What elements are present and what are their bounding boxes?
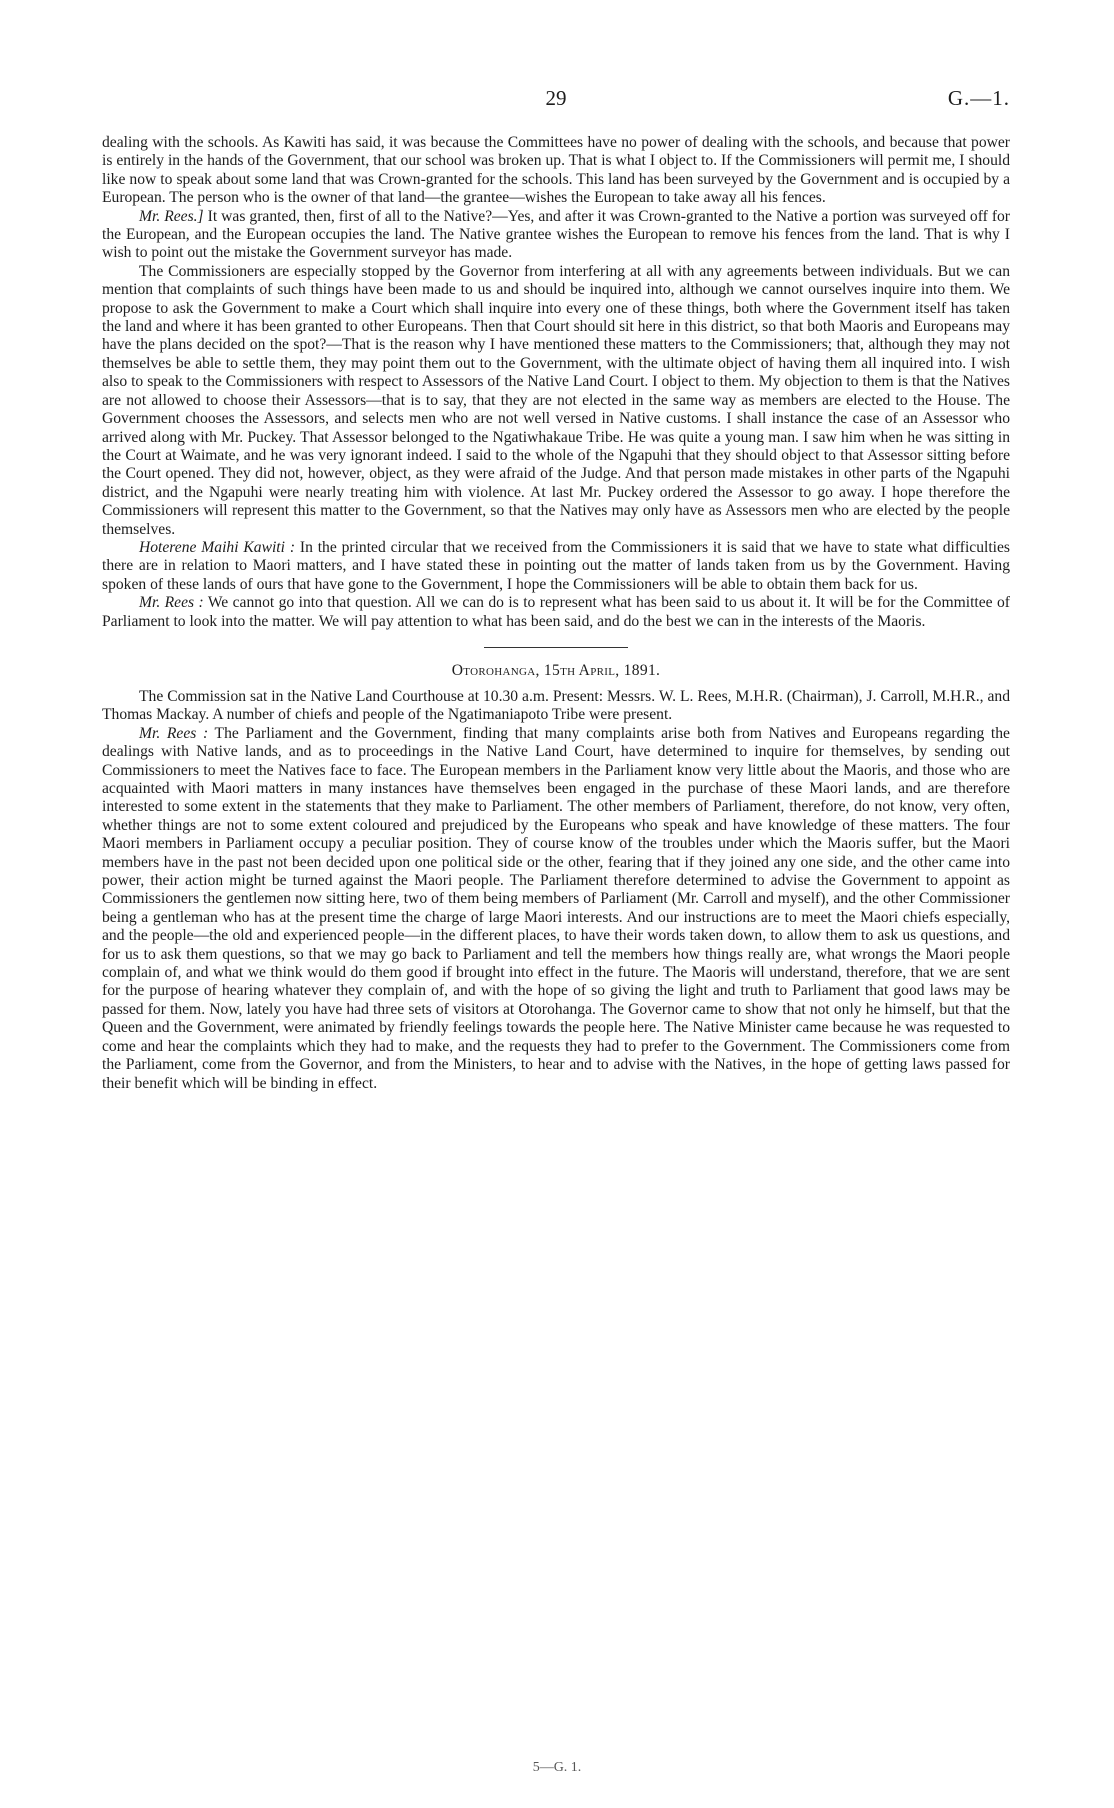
footer-signature-mark: 5—G. 1.: [532, 1760, 582, 1775]
paragraph: [102, 208, 1010, 263]
paragraph: [102, 539, 1010, 594]
paragraph: [102, 594, 1010, 631]
section-divider: [484, 647, 628, 648]
paragraph-text: We cannot go into that question. All we can do is to represent what has been said to us about it. It will be for the Committee of Parliament to look into the matter. We will pay attention to what has been said, and do the best we can in the interests of the Maoris.: [102, 594, 1010, 630]
page-header: [102, 86, 1010, 116]
section-heading: Otorohanga, 15th April, 1891.: [451, 661, 661, 679]
paragraph: [102, 688, 1010, 725]
paragraph-text: In the printed circular that we received from the Commissioners it is said that we have to state what difficulties there are in relation to Maori matters, and I have stated these in pointing out the matter of lands taken from us by the Government. Having spoken of these lands of ours that have gone to the Government, I hope the Commissioners will be able to obtain them back for us.: [102, 538, 1010, 593]
speaker-name: Mr. Rees :: [139, 724, 209, 742]
document-body: [102, 134, 1010, 1093]
speaker-name: Mr. Rees.]: [139, 207, 204, 225]
paragraph: [102, 263, 1010, 539]
speaker-name: Hoterene Maihi Kawiti :: [139, 538, 296, 556]
paragraph-text: The Commissioners are especially stopped by the Governor from interfering at all with any agreements between individuals. But we can mention that complaints of such things have been made to us and should be inquired into, although we cannot ourselves inquire into them. We propose to ask the Government to make a Court which shall inquire into every one of these things, both where the Government itself has taken the land and where it has been granted to other Europeans. Then that Court should sit here in this district, so that both Maoris and Europeans may have the plans decided on the spot?—That is the reason why I have mentioned these matters to the Commissioners; that, although they may not themselves be able to settle them, they may point them out to the Government, with the ultimate object of having them all inquired into. I wish also to speak to the Commissioners with respect to Assessors of the Native Land Court. I object to them. My objection to them is that the Natives are not allowed to choose their Assessors—that is to say, that they are not elected in the same way as members are elected to the House. The Government chooses the Assessors, and selects men who are not well versed in Native customs. I shall instance the case of an Assessor who arrived along with Mr. Puckey. That Assessor belonged to the Ngatiwhakaue Tribe. He was quite a young man. I saw him when he was sitting in the Court at Waimate, and he was very ignorant indeed. I said to the whole of the Ngapuhi that they should object to that Assessor sitting before the Court opened. They did not, however, object, as they were afraid of the Judge. And that person made mistakes in other parts of the Ngapuhi district, and the Ngapuhi were nearly treating him with violence. At last Mr. Puckey ordered the Assessor to go away. I hope therefore the Commissioners will represent this matter to the Government, so that the Natives may only have as Assessors men who are elected by the people themselves.: [102, 262, 1010, 538]
paragraph-text: It was granted, then, first of all to the Native?—Yes, and after it was Crown-granted to the Native a portion was surveyed off for the European, and the European occupies the land. The Native grantee wishes the European to remove his fences from the land. That is why I wish to point out the mistake the Government surveyor has made.: [102, 207, 1010, 262]
paragraph-text: The Commission sat in the Native Land Courthouse at 10.30 a.m. Present: Messrs. W. L. Rees, M.H.R. (Chairman), J. Carroll, M.H.R., and Thomas Mackay. A number of chiefs and people of the Ngatimaniapoto Tribe were present.: [102, 687, 1010, 724]
section-place: Otorohanga: [451, 661, 536, 679]
paragraph-text: dealing with the schools. As Kawiti has said, it was because the Committees have no power of dealing with the schools, and because that power is entirely in the hands of the Government, that our school was broken up. That is what I object to. If the Commissioners will permit me, I should like now to speak about some land that was Crown-granted for the schools. This land has been surveyed by the Government and is occupied by a European. The person who is the owner of that land—the grantee—wishes the European to take away all his fences.: [102, 134, 1010, 207]
speaker-name: Mr. Rees :: [139, 594, 204, 612]
paragraph-text: The Parliament and the Government, finding that many complaints arise both from Natives and Europeans regarding the dealings with Native lands, and as to proceedings in the Native Land Court, have determined to inquire for themselves, by sending out Commissioners to meet the Natives face to face. The European members in the Parliament know very little about the Maoris, and those who are acquainted with Maori matters in many instances have themselves been engaged in the purchase of these Maori lands, and are therefore interested to some extent in the statements that they make to Parliament. The other members of Parliament, therefore, do not know, very often, whether things are not to some extent coloured and prejudiced by the Europeans who speak and have knowledge of these matters. The four Maori members in Parliament occupy a peculiar position. They of course know of the troubles under which the Maoris suffer, but the Maori members have in the past not been decided upon one political side or the other, fearing that if they joined any one side, and the other came into power, their action might be turned against the Maori people. The Parliament therefore determined to advise the Government to appoint as Commissioners the gentlemen now sitting here, two of them being members of Parliament (Mr. Carroll and myself), and the other Commissioner being a gentleman who has at the present time the charge of large Maori interests. And our instructions are to meet the Maori chiefs especially, and the people—the old and experienced people—in the different places, to have their words taken down, to allow them to ask us questions, and for us to ask them questions, so that we may go back to Parliament and tell the members how things really are, what wrongs the Maori people complain of, and what we think would do them good if brought into effect in the future. The Maoris will understand, therefore, that we are sent for the purpose of hearing whatever they complain of, and with the hope of so giving the light and truth to Parliament that good laws may be passed for them. Now, lately you have had three sets of visitors at Otorohanga. The Governor came to show that not only he himself, but that the Queen and the Government, were animated by friendly feelings towards the people here. The Native Minister came because he was requested to come and hear the complaints which they had to make, and the requests they had to prefer to the Government. The Commissioners come from the Parliament, come from the Governor, and from the Ministers, to hear and to advise with the Natives, in the hope of getting laws passed for their benefit which will be binding in effect.: [102, 724, 1010, 1092]
paragraph: [102, 134, 1010, 208]
document-code: G.—1.: [947, 86, 1010, 110]
page-number: 29: [545, 86, 567, 110]
paragraph: [102, 725, 1010, 1093]
section-date: 15th April, 1891.: [543, 661, 661, 679]
